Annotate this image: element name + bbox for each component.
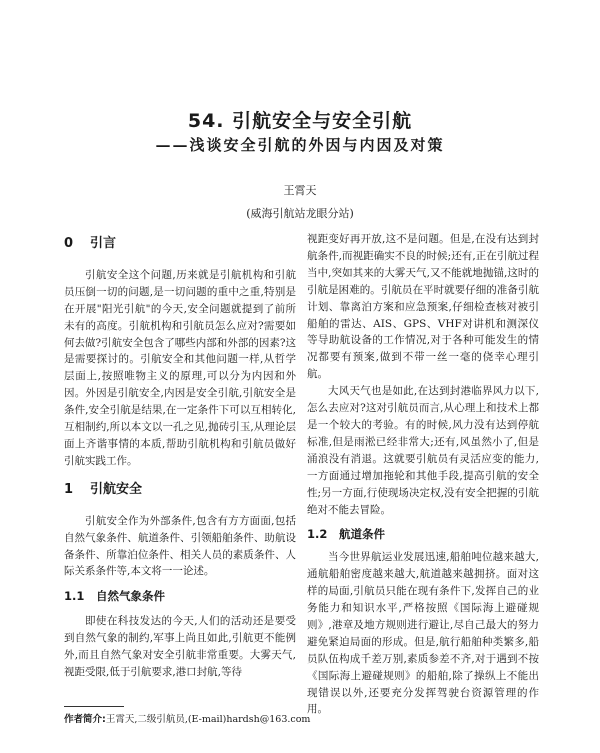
section-number: 1.2: [307, 527, 328, 542]
section-1-heading: [64, 482, 296, 499]
left-column: [64, 236, 296, 681]
footnote-label: 作者简介:: [64, 714, 106, 725]
section-1-2-paragraph: 当今世界航运业发展迅速,船舶吨位越来越大,通航船舶密度越来越大,航道越来越拥挤。面对这样的局面,引航员只能在现有条件下,发挥自己的业务能力和知识水平,严格按照《国际海上避碰规则》,港章及地方规则进行避让,尽自己最大的努力避免紧迫局面的形成。但是,航行船舶种类繁多,船员队伍构成千差万别,素质参差不齐,对于遇到不按《国际海上避碰规则》的船舶,除了操纵上不能出现错误以外,还要充分发挥驾驶台资源管理的作用。: [307, 551, 539, 716]
section-1-1-paragraph: 即使在科技发达的今天,人们的活动还是要受到自然气象的制约,军事上尚且如此,引航更不能例外,而且自然气象对安全引航非常重要。大雾天气,视距受限,低于引航要求,港口封航,等待: [64, 615, 296, 678]
article-subtitle: ——浅谈安全引航的外因与内因及对策: [155, 136, 445, 154]
continuation-paragraph: 视距变好再开放,这不是问题。但是,在没有达到封航条件,而视距确实不良的时候;还有,正在引航过程当中,突如其来的大雾天气,又不能就地抛锚,这时的引航是困难的。引航员在平时就要仔细的准备引航计划、靠离泊方案和应急预案,仔细检查核对被引船舶的雷达、AIS、GPS、VHF对讲机和测深仪等导助航设备的工作情况,对于各种可能发生的情况都要有预案,做到不带一丝一毫的侥幸心理引航。: [307, 233, 539, 381]
footnote-text: 王霄天,二级引航员,(E-mail)hardsh@163.com: [105, 714, 311, 725]
section-number: 1.1: [64, 589, 85, 604]
section-number: 0: [64, 236, 74, 251]
author-affiliation: (威海引航站龙眼分站): [246, 207, 354, 220]
section-1-paragraph: 引航安全作为外部条件,包含有方方面面,包括自然气象条件、航道条件、引领船舶条件、助航设备条件、所靠泊位条件、相关人员的素质条件、人际关系条件等,本文将一一论述。: [64, 514, 296, 578]
author-name: 王霄天: [283, 184, 317, 197]
footnote-divider: [64, 706, 124, 707]
section-title: 引言: [90, 236, 117, 251]
section-1-1-heading: [64, 588, 296, 605]
right-column: [307, 231, 539, 718]
section-number: 1: [64, 481, 74, 497]
intro-paragraph: 引航安全这个问题,历来就是引航机构和引航员压倒一切的问题,是一切问题的重中之重,特别是在开展"阳光引航"的今天,安全问题就提到了前所未有的高度。引航机构和引航员怎么应对?需要如何去做?引航安全包含了哪些内部和外部的因素?这是需要探讨的。引航安全和其他问题一样,从哲学层面上,按照唯物主义的原理,可以分为内因和外因。外因是引航安全,内因是安全引航,引航安全是条件,安全引航是结果,在一定条件下可以互相转化,互相制约,所以本文以一孔之见,抛砖引玉,从理论层面上齐谐事情的本质,帮助引航机构和引航员做好引航实践工作。: [64, 268, 296, 467]
section-1-2-heading: [307, 526, 539, 543]
section-title: 引航安全: [90, 481, 143, 497]
wind-paragraph: 大风天气也是如此,在达到封港临界风力以下,怎么去应对?这对引航员而言,从心理上和技术上都是一个较大的考验。有的时候,风力没有达到停航标准,但是雨淞已经非常大;还有,风虽然小了,但是涌浪没有消退。这就要引航员有灵活应变的能力,一方面通过增加拖轮和其他手段,提高引航的安全性;另一方面,行使现场决定权,没有安全把握的引航绝对不能去冒险。: [307, 385, 539, 516]
author-footnote: [64, 711, 310, 725]
section-title: 航道条件: [339, 527, 385, 542]
section-0-heading: [64, 236, 296, 253]
article-title: 54. 引航安全与安全引航: [187, 110, 413, 132]
section-title: 自然气象条件: [96, 589, 165, 604]
